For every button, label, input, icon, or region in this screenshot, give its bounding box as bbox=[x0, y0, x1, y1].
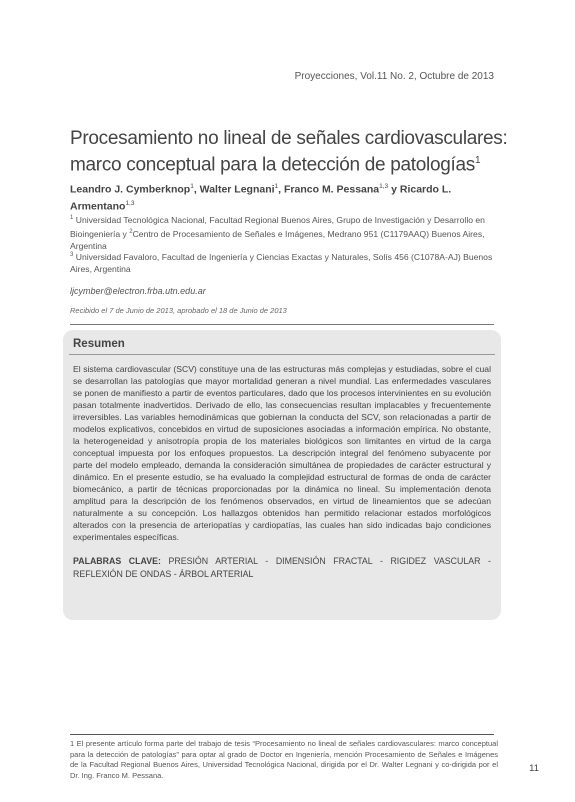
author-name: Franco M. Pessana bbox=[284, 183, 380, 196]
author-affiliation-mark: 1 bbox=[274, 183, 279, 190]
abstract-box bbox=[63, 330, 501, 620]
abstract-divider bbox=[69, 354, 495, 355]
abstract-heading: Resumen bbox=[73, 338, 125, 350]
divider bbox=[70, 324, 494, 325]
keywords-label: PALABRAS CLAVE: bbox=[73, 556, 161, 566]
keywords-list: PRESIÓN ARTERIAL - DIMENSIÓN FRACTAL - RIGIDEZ VASCULAR - REFLEXIÓN DE ONDAS - ÁRBOL ARTERIAL bbox=[73, 556, 491, 579]
author-affiliation-mark: 1 bbox=[190, 183, 194, 190]
author-name: Walter Legnani bbox=[199, 183, 275, 196]
affiliation-text: Centro de Procesamiento de Señales e Imágenes, Medrano 951 (C1179AAQ) Buenos Aires, Argentina bbox=[70, 228, 485, 251]
journal-header: Proyecciones, Vol.11 No. 2, Octubre de 2013 bbox=[294, 71, 494, 82]
author-name: Leandro J. Cymberknop bbox=[70, 183, 191, 196]
article-title bbox=[70, 128, 510, 176]
affiliation-text: Universidad Tecnológica Nacional, Facultad Regional Buenos Aires, Grupo de Investigación y Desarrollo en Bioingeniería y bbox=[70, 214, 485, 239]
title-footnote-mark[interactable]: 1 bbox=[474, 155, 481, 166]
author-separator: , bbox=[278, 183, 285, 196]
affiliation-mark: 1 bbox=[70, 215, 74, 221]
title-text: Procesamiento no lineal de señales cardiovasculares: marco conceptual para la detección de patologías bbox=[70, 128, 508, 176]
author-affiliation-mark: 1,3 bbox=[125, 199, 135, 207]
abstract-text: El sistema cardiovascular (SCV) constituye una de las estructuras más complejas y estudiadas, sobre el cual se desarrollan las patologías que mayor mortalidad generan a nivel mundial. Las enfermedades vasculares se ponen de manifiesto a partir de eventos particulares, dado que los procesos intervinientes en su evolución pasan totalmente inadvertidos. Derivado de ello, las consecuencias resultan implacables y frecuentemente irreversibles. Las variables hemodinámicas que gobiernan la conducta del SCV, son relacionadas a partir de modelos explicativos, concebidos en virtud de suposiciones asociadas a información empírica. No obstante, la heterogeneidad y anisotropía propia de los materiales biológicos son limitantes en virtud de la carga conceptual impuesta por los enfoques propuestos. La descripción integral del fenómeno subyacente por parte del modelo empleado, demanda la consideración simultánea de propiedades de carácter estructural y dinámico. En el presente estudio, se ha evaluado la complejidad estructural de formas de onda de carácter biomecánico, a partir de técnicas proporcionadas por la dinámica no lineal. Su implementación denota amplitud para la descripción de los fenómenos observados, en virtud de lineamientos que se adecúan naturalmente a su concepción. Los hallazgos obtenidos han permitido relacionar estados morfológicos alterados con la presencia de arteriopatías y cardiopatías, las cuales han sido indicadas bajo condiciones experimentales específicas. bbox=[73, 364, 491, 542]
keywords bbox=[73, 555, 491, 580]
author-separator: y bbox=[388, 183, 400, 196]
affiliation-3 bbox=[70, 249, 500, 275]
page-number: 11 bbox=[529, 763, 539, 774]
author-name: Ricardo L. Armentano bbox=[70, 183, 452, 212]
affiliation-text: Universidad Favaloro, Facultad de Ingeniería y Ciencias Exactas y Naturales, Solís 456 (C1078A-AJ) Buenos Aires, Argentina bbox=[70, 251, 493, 274]
author-separator: , bbox=[193, 183, 200, 196]
footnote-divider bbox=[70, 734, 494, 735]
footnote: 1 El presente artículo forma parte del trabajo de tesis “Procesamiento no lineal de señales cardiovasculares: marco conceptual para la detección de patologías” para optar al grado de Doctor en Ingeniería, mención Procesamiento de Señales e Imágenes de la Facultad Regional Buenos Aires, Universidad Tecnológica Nacional, dirigida por el Dr. Walter Legnani y co-dirigida por el Dr. Ing. Franco M. Pessana. bbox=[70, 739, 498, 780]
author-list bbox=[70, 180, 510, 213]
author-email[interactable]: ljcymber@electron.frba.utn.edu.ar bbox=[70, 286, 206, 296]
received-dates: Recibido el 7 de Junio de 2013, aprobado el 18 de Junio de 2013 bbox=[70, 306, 287, 315]
affiliation-mark: 3 bbox=[70, 252, 74, 258]
affiliation-mark: 2 bbox=[129, 228, 133, 235]
author-affiliation-mark: 1,3 bbox=[379, 183, 389, 190]
affiliation-1 bbox=[70, 212, 500, 252]
